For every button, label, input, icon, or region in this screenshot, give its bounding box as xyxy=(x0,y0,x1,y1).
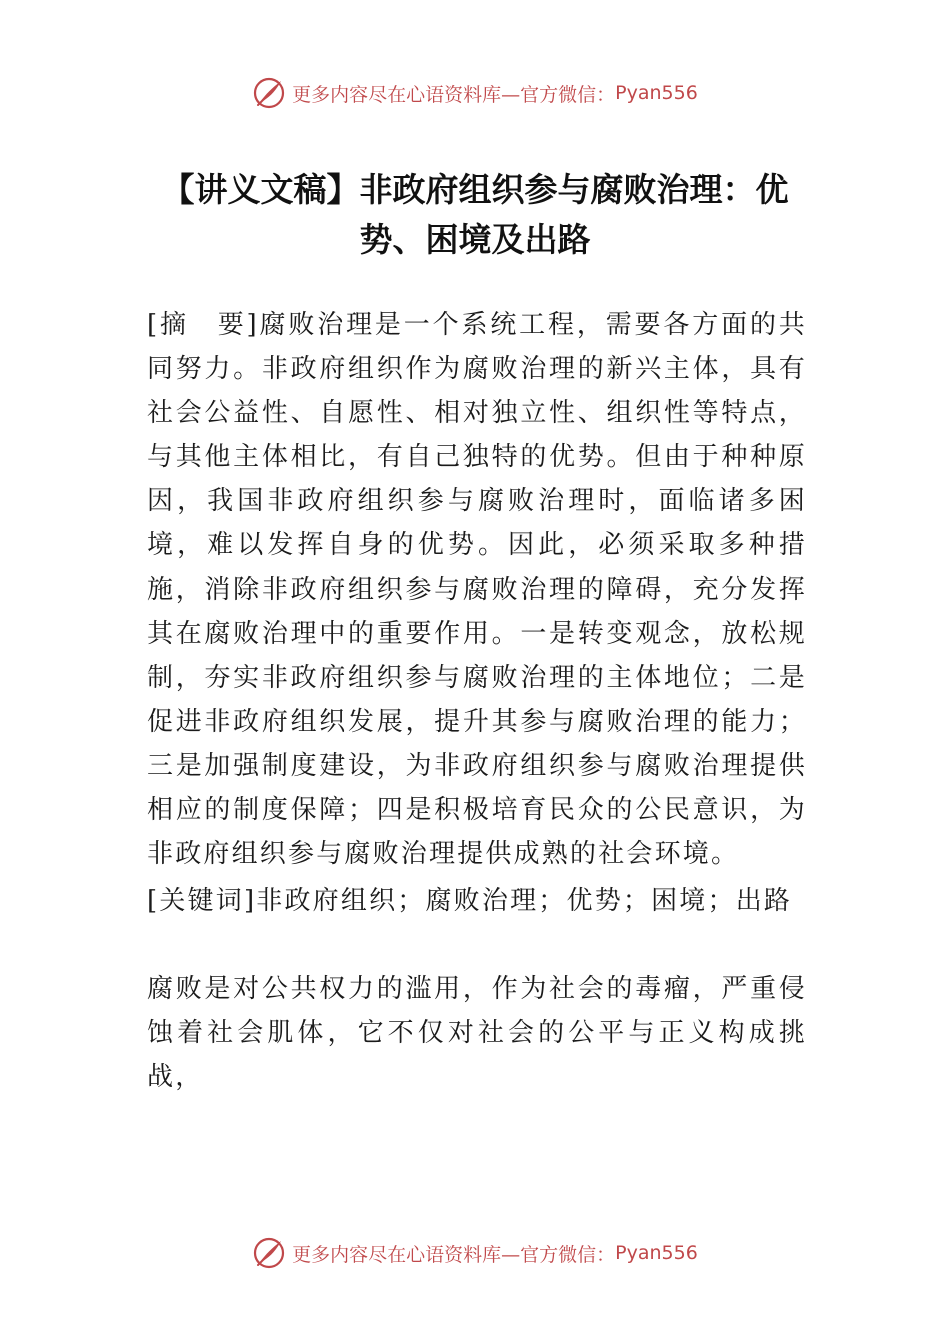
keywords-line: [关键词]非政府组织；腐败治理；优势；困境；出路 xyxy=(147,886,793,916)
abstract-paragraph: [摘 要]腐败治理是一个系统工程，需要各方面的共同努力。非政府组织作为腐败治理的新兴主体，具有社会公益性、自愿性、相对独立性、组织性等特点，与其他主体相比，有自己独特的优势。但由于种种原因，我国非政府组织参与腐败治理时，面临诸多困境，难以发挥自身的优势。因此，必须采取多种措施，消除非政府组织参与腐败治理的障碍，充分发挥其在腐败治理中的重要作用。一是转变观念，放松规制，夯实非政府组织参与腐败治理的主体地位；二是促进非政府组织发展，提升其参与腐败治理的能力；三是加强制度建设，为非政府组织参与腐败治理提供相应的制度保障；四是积极培育民众的公民意识，为非政府组织参与腐败治理提供成熟的社会环境。 xyxy=(147,310,807,870)
quill-pen-logo-icon xyxy=(252,76,286,110)
watermark-text: 更多内容尽在心语资料库—官方微信： xyxy=(292,83,616,106)
watermark-wechat-id: Pyan556 xyxy=(615,82,698,104)
watermark-text: 更多内容尽在心语资料库—官方微信： xyxy=(292,1243,616,1266)
watermark-wechat-id: Pyan556 xyxy=(615,1242,698,1264)
header-watermark xyxy=(0,73,950,113)
footer-watermark xyxy=(0,1233,950,1273)
document-title: 【讲义文稿】非政府组织参与腐败治理：优势、困境及出路 xyxy=(161,170,789,259)
intro-paragraph: 腐败是对公共权力的滥用，作为社会的毒瘤，严重侵蚀着社会肌体，它不仅对社会的公平与正义构成挑战， xyxy=(147,974,807,1093)
quill-pen-logo-icon xyxy=(252,1236,286,1270)
